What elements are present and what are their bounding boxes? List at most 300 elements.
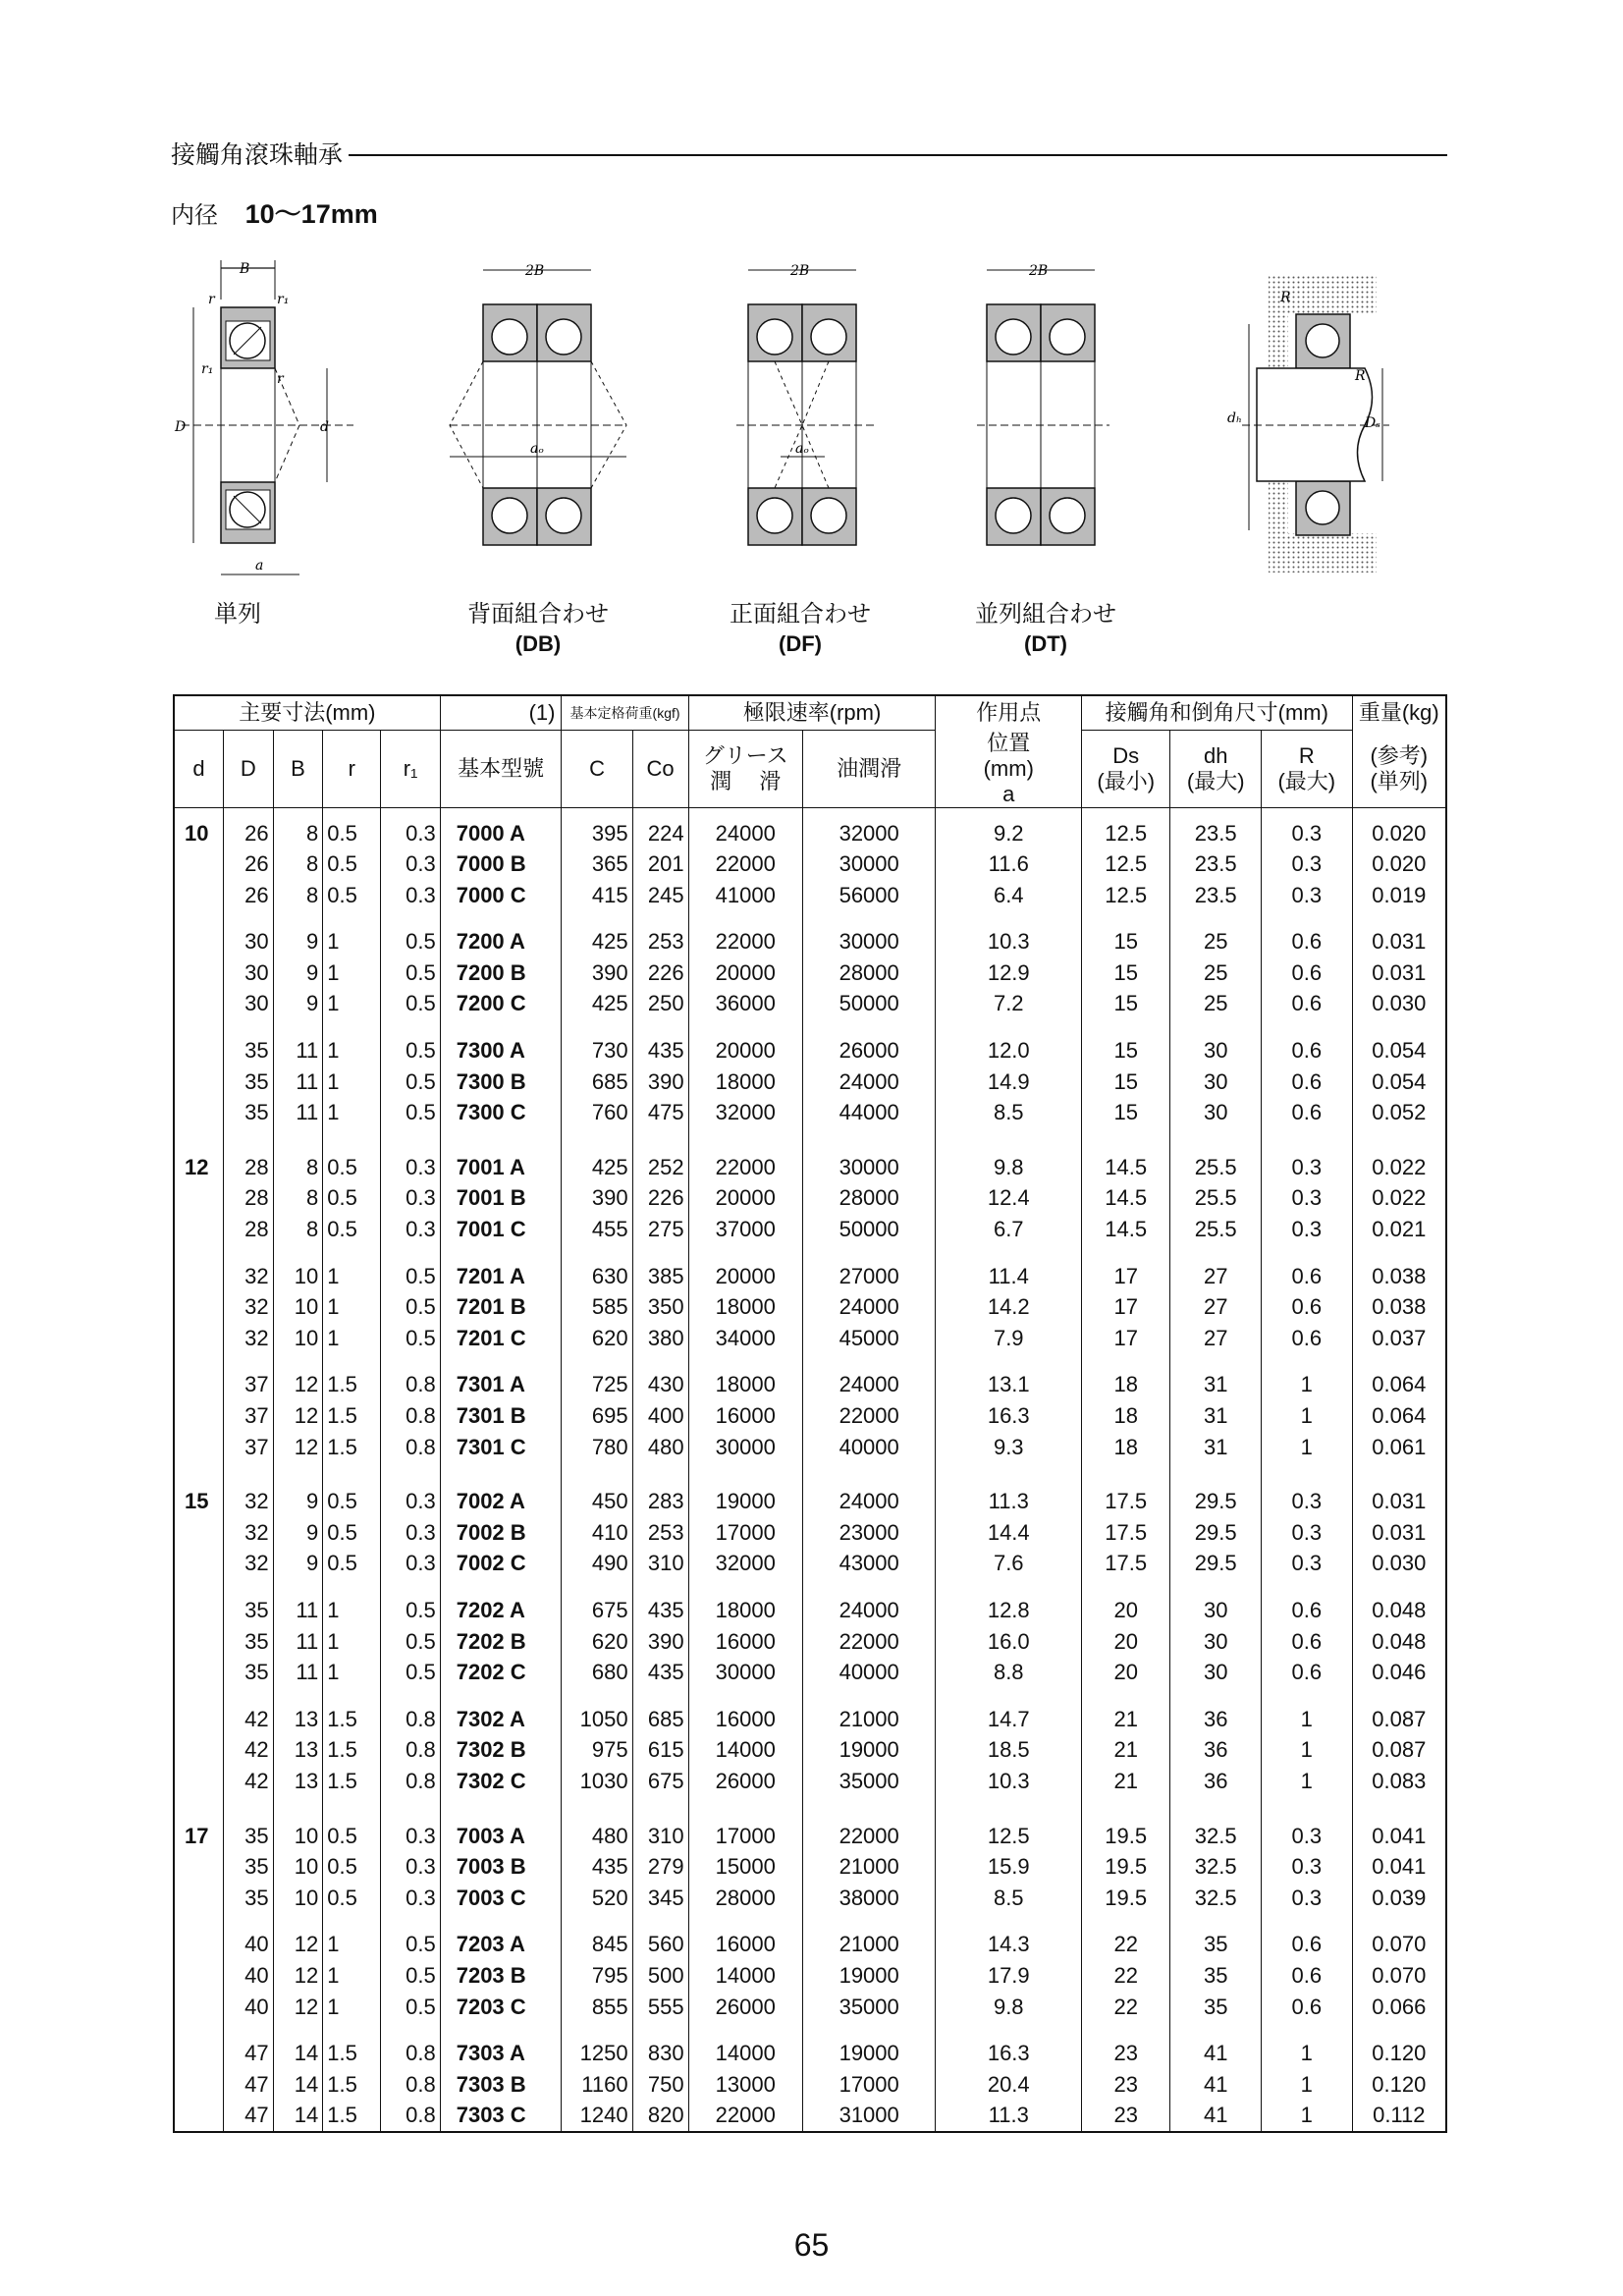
table-cell: 31	[1170, 1369, 1262, 1400]
table-cell: 0.6	[1261, 1992, 1352, 2023]
diagram-db	[447, 260, 643, 584]
table-cell: 9	[273, 926, 323, 957]
model-cell: 7302 A	[440, 1704, 562, 1735]
table-cell: 23	[1082, 2038, 1170, 2069]
table-cell: 35	[224, 1657, 274, 1688]
bore-diameter-cell	[174, 1066, 224, 1098]
table-cell: 0.038	[1352, 1291, 1446, 1323]
table-cell: 0.048	[1352, 1595, 1446, 1626]
table-cell: 26	[224, 880, 274, 911]
table-cell: 17.5	[1082, 1548, 1170, 1579]
table-cell: 0.5	[381, 1960, 440, 1992]
table-row	[174, 1851, 1446, 1883]
table-cell: 0.8	[381, 1400, 440, 1432]
table-cell: 28	[224, 1182, 274, 1214]
table-cell: 0.6	[1261, 1929, 1352, 1960]
table-cell: 9	[273, 1486, 323, 1517]
table-cell: 425	[562, 926, 632, 957]
th-main-dims: 主要寸法(mm)	[174, 695, 440, 731]
table-cell: 855	[562, 1992, 632, 2023]
table-cell: 12.5	[1082, 807, 1170, 848]
table-cell: 8	[273, 807, 323, 848]
table-cell: 0.3	[381, 848, 440, 880]
bore-diameter-cell	[174, 2038, 224, 2069]
table-row	[174, 1704, 1446, 1735]
table-cell: 30	[1170, 1097, 1262, 1128]
table-cell: 40000	[802, 1432, 936, 1463]
table-cell: 680	[562, 1657, 632, 1688]
table-cell: 7.6	[936, 1548, 1082, 1579]
table-cell: 0.037	[1352, 1323, 1446, 1354]
table-cell: 21000	[802, 1851, 936, 1883]
table-cell: 26	[224, 848, 274, 880]
table-cell: 0.5	[323, 1883, 381, 1914]
label-Ds: Dₛ	[1365, 415, 1380, 431]
group-spacer	[174, 1797, 1446, 1821]
table-cell: 43000	[802, 1548, 936, 1579]
table-cell: 22000	[802, 1626, 936, 1658]
table-cell: 13	[273, 1704, 323, 1735]
table-cell: 16.0	[936, 1626, 1082, 1658]
header-row-1	[174, 695, 1446, 731]
table-row	[174, 2069, 1446, 2101]
table-cell: 279	[632, 1851, 688, 1883]
table-cell: 11.4	[936, 1261, 1082, 1292]
table-cell: 0.039	[1352, 1883, 1446, 1914]
bore-diameter-cell	[174, 848, 224, 880]
th-D: D	[224, 731, 274, 808]
table-cell: 25	[1170, 988, 1262, 1019]
bore-diameter-cell	[174, 2100, 224, 2132]
table-cell: 9	[273, 988, 323, 1019]
table-cell: 1	[1261, 1734, 1352, 1766]
label-r: r	[208, 292, 215, 307]
table-cell: 0.6	[1261, 1291, 1352, 1323]
table-cell: 9.8	[936, 1992, 1082, 2023]
bore-diameter-cell	[174, 1766, 224, 1797]
table-cell: 31	[1170, 1432, 1262, 1463]
table-cell: 32000	[802, 807, 936, 848]
table-cell: 25.5	[1170, 1182, 1262, 1214]
table-cell: 28000	[802, 1182, 936, 1214]
table-cell: 11	[273, 1066, 323, 1098]
table-cell: 11	[273, 1626, 323, 1658]
table-cell: 12	[273, 1992, 323, 2023]
table-cell: 35	[224, 1595, 274, 1626]
table-cell: 1	[323, 1595, 381, 1626]
table-cell: 45000	[802, 1323, 936, 1354]
table-cell: 0.3	[1261, 1486, 1352, 1517]
table-row	[174, 1432, 1446, 1463]
table-cell: 22000	[802, 1400, 936, 1432]
table-row	[174, 1734, 1446, 1766]
table-cell: 0.5	[381, 1323, 440, 1354]
table-cell: 0.5	[323, 1821, 381, 1852]
table-row	[174, 1883, 1446, 1914]
table-cell: 34000	[688, 1323, 802, 1354]
table-cell: 1160	[562, 2069, 632, 2101]
table-cell: 15.9	[936, 1851, 1082, 1883]
table-cell: 390	[562, 1182, 632, 1214]
table-cell: 21000	[802, 1704, 936, 1735]
table-cell: 450	[562, 1486, 632, 1517]
table-cell: 425	[562, 988, 632, 1019]
table-cell: 0.5	[323, 1851, 381, 1883]
table-cell: 345	[632, 1883, 688, 1914]
table-cell: 19000	[802, 1960, 936, 1992]
table-cell: 245	[632, 880, 688, 911]
table-cell: 16000	[688, 1704, 802, 1735]
table-cell: 35	[1170, 1929, 1262, 1960]
table-cell: 16.3	[936, 2038, 1082, 2069]
table-cell: 8	[273, 1214, 323, 1245]
table-row	[174, 1517, 1446, 1549]
bore-diameter-cell	[174, 1214, 224, 1245]
table-cell: 19000	[688, 1486, 802, 1517]
series-spacer	[174, 1688, 1446, 1704]
bore-diameter-cell: 10	[174, 807, 224, 848]
table-cell: 11	[273, 1097, 323, 1128]
table-cell: 0.3	[1261, 1851, 1352, 1883]
table-cell: 0.031	[1352, 1517, 1446, 1549]
model-cell: 7300 C	[440, 1097, 562, 1128]
model-cell: 7001 A	[440, 1152, 562, 1183]
table-cell: 500	[632, 1960, 688, 1992]
table-cell: 40000	[802, 1657, 936, 1688]
table-cell: 12.5	[1082, 880, 1170, 911]
table-cell: 15	[1082, 1035, 1170, 1066]
table-cell: 0.083	[1352, 1766, 1446, 1797]
table-cell: 0.5	[381, 1992, 440, 2023]
table-cell: 30	[1170, 1035, 1262, 1066]
table-cell: 0.5	[323, 1486, 381, 1517]
table-cell: 0.112	[1352, 2100, 1446, 2132]
model-cell: 7301 C	[440, 1432, 562, 1463]
bore-diameter-cell	[174, 1929, 224, 1960]
table-cell: 0.8	[381, 1766, 440, 1797]
label-r-right: r	[277, 371, 284, 387]
table-cell: 1	[323, 1960, 381, 1992]
bore-diameter-cell	[174, 1548, 224, 1579]
table-cell: 10	[273, 1323, 323, 1354]
table-cell: 0.021	[1352, 1214, 1446, 1245]
table-cell: 12.4	[936, 1182, 1082, 1214]
table-cell: 0.3	[381, 880, 440, 911]
table-cell: 365	[562, 848, 632, 880]
label-r1-left: r₁	[201, 361, 214, 377]
table-cell: 1	[323, 957, 381, 989]
model-cell: 7003 B	[440, 1851, 562, 1883]
table-cell: 0.3	[1261, 1821, 1352, 1852]
table-cell: 0.3	[381, 1821, 440, 1852]
bore-diameter-cell	[174, 1323, 224, 1354]
table-cell: 620	[562, 1323, 632, 1354]
table-cell: 28000	[688, 1883, 802, 1914]
table-row	[174, 1261, 1446, 1292]
table-row	[174, 1323, 1446, 1354]
table-cell: 275	[632, 1214, 688, 1245]
table-cell: 0.066	[1352, 1992, 1446, 2023]
th-r1: r₁	[381, 731, 440, 808]
table-row	[174, 1929, 1446, 1960]
label-r1: r₁	[277, 292, 290, 307]
table-cell: 19.5	[1082, 1883, 1170, 1914]
table-cell: 630	[562, 1261, 632, 1292]
table-cell: 0.5	[381, 1595, 440, 1626]
table-cell: 20000	[688, 1035, 802, 1066]
table-cell: 32.5	[1170, 1883, 1262, 1914]
table-cell: 22	[1082, 1960, 1170, 1992]
table-cell: 0.070	[1352, 1960, 1446, 1992]
table-cell: 9.8	[936, 1152, 1082, 1183]
table-cell: 350	[632, 1291, 688, 1323]
table-row	[174, 1035, 1446, 1066]
model-cell: 7200 A	[440, 926, 562, 957]
table-cell: 21000	[802, 1929, 936, 1960]
table-cell: 253	[632, 926, 688, 957]
model-cell: 7201 C	[440, 1323, 562, 1354]
table-cell: 20	[1082, 1595, 1170, 1626]
table-cell: 27	[1170, 1323, 1262, 1354]
table-row	[174, 1400, 1446, 1432]
table-cell: 560	[632, 1929, 688, 1960]
label-D: D	[175, 419, 187, 435]
table-cell: 22000	[802, 1821, 936, 1852]
table-cell: 31000	[802, 2100, 936, 2132]
table-cell: 0.5	[323, 1152, 381, 1183]
table-cell: 1030	[562, 1766, 632, 1797]
table-cell: 30	[1170, 1066, 1262, 1098]
table-cell: 1	[323, 1291, 381, 1323]
table-cell: 226	[632, 1182, 688, 1214]
table-cell: 1	[1261, 2069, 1352, 2101]
table-cell: 11	[273, 1595, 323, 1626]
bore-diameter-cell	[174, 926, 224, 957]
table-cell: 32.5	[1170, 1821, 1262, 1852]
table-cell: 14	[273, 2069, 323, 2101]
model-cell: 7202 B	[440, 1626, 562, 1658]
table-cell: 10	[273, 1821, 323, 1852]
table-cell: 1	[323, 1035, 381, 1066]
table-cell: 12.9	[936, 957, 1082, 989]
bore-diameter-cell	[174, 1734, 224, 1766]
table-cell: 0.5	[381, 1066, 440, 1098]
table-cell: 1	[1261, 1369, 1352, 1400]
model-cell: 7202 A	[440, 1595, 562, 1626]
table-cell: 30	[1170, 1657, 1262, 1688]
table-cell: 0.046	[1352, 1657, 1446, 1688]
table-cell: 24000	[688, 807, 802, 848]
table-cell: 35	[224, 1066, 274, 1098]
table-cell: 15000	[688, 1851, 802, 1883]
table-cell: 1	[323, 1066, 381, 1098]
table-cell: 685	[632, 1704, 688, 1735]
table-cell: 23	[1082, 2100, 1170, 2132]
table-cell: 1.5	[323, 1432, 381, 1463]
table-cell: 1	[323, 926, 381, 957]
table-cell: 435	[632, 1595, 688, 1626]
model-cell: 7202 C	[440, 1657, 562, 1688]
table-cell: 25	[1170, 926, 1262, 957]
th-r: r	[323, 731, 381, 808]
table-cell: 41	[1170, 2069, 1262, 2101]
bore-diameter-cell	[174, 2069, 224, 2101]
table-cell: 390	[632, 1066, 688, 1098]
table-cell: 8.5	[936, 1097, 1082, 1128]
table-cell: 0.6	[1261, 1035, 1352, 1066]
th-Ds: Ds (最小)	[1082, 731, 1170, 808]
table-cell: 1	[323, 1097, 381, 1128]
table-cell: 8	[273, 848, 323, 880]
table-cell: 19000	[802, 2038, 936, 2069]
table-cell: 695	[562, 1400, 632, 1432]
bore-label: 内径	[171, 201, 218, 229]
table-cell: 20.4	[936, 2069, 1082, 2101]
table-cell: 0.038	[1352, 1261, 1446, 1292]
table-cell: 50000	[802, 988, 936, 1019]
table-cell: 0.6	[1261, 957, 1352, 989]
table-body	[174, 807, 1446, 2132]
table-row	[174, 880, 1446, 911]
table-cell: 12.5	[1082, 848, 1170, 880]
diagram-single-row	[167, 260, 363, 584]
table-cell: 410	[562, 1517, 632, 1549]
table-cell: 780	[562, 1432, 632, 1463]
table-cell: 253	[632, 1517, 688, 1549]
table-cell: 32.5	[1170, 1851, 1262, 1883]
table-cell: 1	[323, 1626, 381, 1658]
table-cell: 10	[273, 1851, 323, 1883]
table-cell: 520	[562, 1883, 632, 1914]
table-cell: 11.3	[936, 2100, 1082, 2132]
bore-diameter-cell	[174, 957, 224, 989]
table-cell: 37	[224, 1432, 274, 1463]
table-cell: 7.9	[936, 1323, 1082, 1354]
table-cell: 0.3	[1261, 1182, 1352, 1214]
table-cell: 7.2	[936, 988, 1082, 1019]
table-cell: 17	[1082, 1291, 1170, 1323]
table-row	[174, 1960, 1446, 1992]
table-cell: 0.041	[1352, 1851, 1446, 1883]
table-cell: 18.5	[936, 1734, 1082, 1766]
th-d: d	[174, 731, 224, 808]
table-cell: 0.120	[1352, 2069, 1446, 2101]
table-cell: 0.8	[381, 1369, 440, 1400]
table-cell: 35	[224, 1035, 274, 1066]
table-cell: 380	[632, 1323, 688, 1354]
table-row	[174, 2100, 1446, 2132]
table-cell: 1250	[562, 2038, 632, 2069]
table-row	[174, 1152, 1446, 1183]
table-cell: 1	[1261, 2100, 1352, 2132]
table-cell: 1.5	[323, 1400, 381, 1432]
table-cell: 0.5	[381, 957, 440, 989]
bore-diameter-cell	[174, 1883, 224, 1914]
bore-diameter-cell: 12	[174, 1152, 224, 1183]
model-cell: 7300 B	[440, 1066, 562, 1098]
model-cell: 7000 B	[440, 848, 562, 880]
table-cell: 1.5	[323, 1704, 381, 1735]
table-cell: 310	[632, 1821, 688, 1852]
table-cell: 9.2	[936, 807, 1082, 848]
table-cell: 6.7	[936, 1214, 1082, 1245]
th-dh: dh (最大)	[1170, 731, 1262, 808]
table-cell: 32	[224, 1517, 274, 1549]
table-cell: 19.5	[1082, 1851, 1170, 1883]
bore-diameter-cell	[174, 1369, 224, 1400]
table-cell: 16000	[688, 1929, 802, 1960]
table-cell: 400	[632, 1400, 688, 1432]
bore-diameter-cell	[174, 1626, 224, 1658]
table-cell: 480	[632, 1432, 688, 1463]
series-spacer	[174, 1353, 1446, 1369]
table-cell: 13000	[688, 2069, 802, 2101]
table-cell: 730	[562, 1035, 632, 1066]
table-cell: 820	[632, 2100, 688, 2132]
table-cell: 47	[224, 2069, 274, 2101]
table-cell: 40	[224, 1960, 274, 1992]
model-cell: 7303 B	[440, 2069, 562, 2101]
table-cell: 0.8	[381, 2100, 440, 2132]
page-header	[171, 136, 1447, 231]
series-spacer	[174, 1579, 1446, 1595]
table-cell: 1.5	[323, 2038, 381, 2069]
table-cell: 0.8	[381, 1704, 440, 1735]
table-cell: 14.5	[1082, 1214, 1170, 1245]
table-cell: 35	[224, 1851, 274, 1883]
table-cell: 0.052	[1352, 1097, 1446, 1128]
table-cell: 390	[562, 957, 632, 989]
table-cell: 22000	[688, 1152, 802, 1183]
group-spacer	[174, 1128, 1446, 1152]
table-cell: 30000	[688, 1657, 802, 1688]
table-cell: 415	[562, 880, 632, 911]
table-cell: 38000	[802, 1883, 936, 1914]
table-cell: 1	[1261, 1400, 1352, 1432]
th-point-sub: 位置 (mm) a	[936, 731, 1082, 808]
table-cell: 0.3	[1261, 1214, 1352, 1245]
table-cell: 44000	[802, 1097, 936, 1128]
table-row	[174, 1766, 1446, 1797]
table-cell: 37000	[688, 1214, 802, 1245]
table-cell: 17	[1082, 1323, 1170, 1354]
table-cell: 47	[224, 2038, 274, 2069]
table-cell: 27000	[802, 1261, 936, 1292]
table-cell: 1	[323, 1929, 381, 1960]
model-cell: 7001 B	[440, 1182, 562, 1214]
table-cell: 14.5	[1082, 1152, 1170, 1183]
table-cell: 24000	[802, 1291, 936, 1323]
table-cell: 30000	[802, 848, 936, 880]
bore-diameter-cell: 17	[174, 1821, 224, 1852]
table-cell: 13.1	[936, 1369, 1082, 1400]
table-cell: 26	[224, 807, 274, 848]
table-cell: 1	[1261, 2038, 1352, 2069]
label-ao-db: aₒ	[530, 441, 544, 457]
series-spacer	[174, 1245, 1446, 1261]
table-row	[174, 1097, 1446, 1128]
table-cell: 14.2	[936, 1291, 1082, 1323]
table-cell: 30	[224, 926, 274, 957]
table-cell: 9	[273, 1517, 323, 1549]
bore-diameter-cell	[174, 1851, 224, 1883]
model-cell: 7002 B	[440, 1517, 562, 1549]
table-cell: 0.3	[1261, 1517, 1352, 1549]
table-cell: 0.031	[1352, 1486, 1446, 1517]
table-cell: 435	[632, 1035, 688, 1066]
label-R-inner: R	[1355, 368, 1366, 384]
table-cell: 26000	[802, 1035, 936, 1066]
